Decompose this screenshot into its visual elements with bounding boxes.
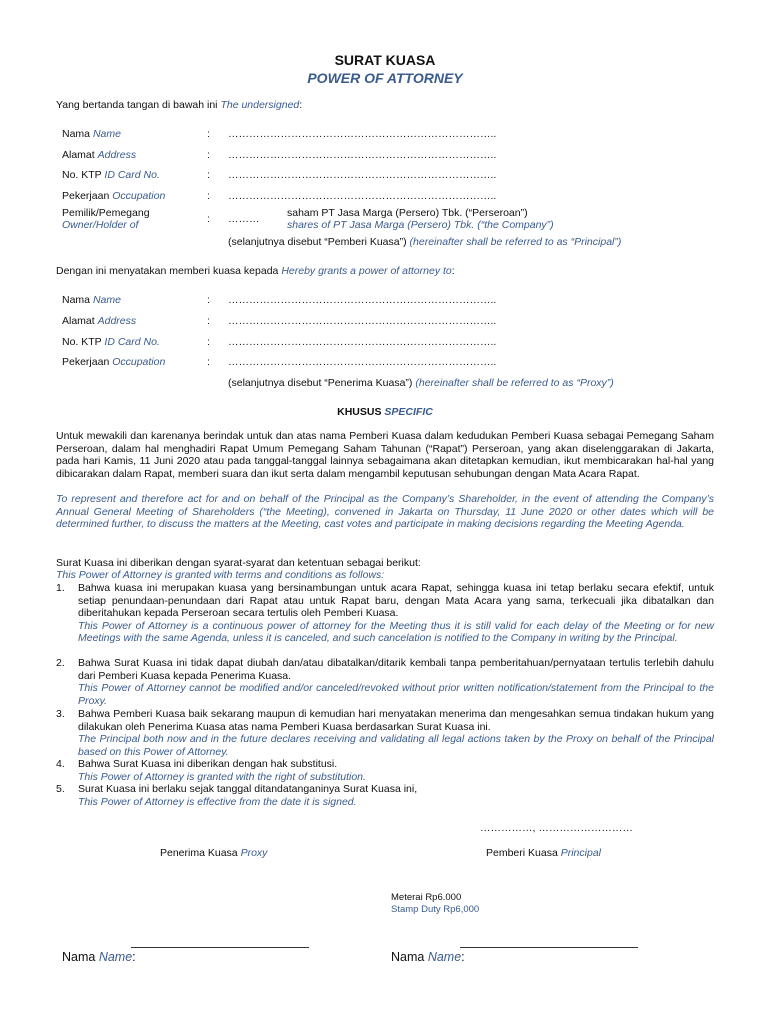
intro-line bbox=[56, 99, 302, 111]
term-number: 5. bbox=[56, 783, 65, 795]
grantor-occupation-colon: : bbox=[207, 190, 210, 202]
owner-shares-field[interactable]: ……… bbox=[228, 213, 260, 225]
term-item-2 bbox=[56, 657, 714, 707]
term-text-id: Surat Kuasa ini berlaku sejak tanggal ditandatanganinya Surat Kuasa ini, bbox=[78, 783, 418, 795]
grantor-occupation-field[interactable]: ………………………………………………………………….. bbox=[228, 190, 497, 202]
term-item-1 bbox=[56, 582, 714, 645]
terms-intro-id: Surat Kuasa ini diberikan dengan syarat-syarat dan ketentuan sebagai berikut: bbox=[56, 557, 421, 569]
proxy-occupation-label: Pekerjaan Occupation bbox=[62, 356, 166, 368]
signature-line-proxy[interactable] bbox=[131, 947, 309, 948]
signature-proxy-heading: Penerima Kuasa Proxy bbox=[160, 847, 268, 859]
term-number: 1. bbox=[56, 582, 65, 594]
owner-label: Pemilik/Pemegang bbox=[62, 207, 150, 219]
terms-intro-en: This Power of Attorney is granted with terms and conditions as follows: bbox=[56, 569, 385, 581]
proxy-address-colon: : bbox=[207, 315, 210, 327]
proxy-name-colon: : bbox=[207, 294, 210, 306]
term-number: 3. bbox=[56, 708, 65, 720]
specific-body-en: To represent and therefore act for and on behalf of the Principal as the Company’s Shareholder, in the event of attending the Company’s Annual General Meeting of Shareholders (“the Meeting), convened in Jakarta on Thursday, 11 June 2020 or other dates which will be determined further, to discuss the matters at the Meeting, cast votes and participate in making decisions regarding the Meeting Agenda. bbox=[56, 493, 714, 531]
specific-body-id: Untuk mewakili dan karenanya berindak untuk dan atas nama Pemberi Kuasa dalam kedudukan Pemberi Kuasa sebagai Pemegang Saham Perseroan, dalam hal menghadiri Rapat Umum Pemegang Saham Tahunan (“Rapat”) Perseroan, yang akan diselenggarakan di Jakarta, pada hari Kamis, 11 Juni 2020 atau pada tanggal-tanggal lainnya sebagaimana akan ditetapkan kemudian, ikut membicarakan hal-hal yang dibicarakan dalam Rapat, memberi suara dan ikut serta dalam mengambil keputusan sehubungan dengan Mata Acara Rapat. bbox=[56, 430, 714, 480]
signature-name-proxy: Nama Name: bbox=[62, 950, 136, 964]
grantor-idcard-colon: : bbox=[207, 169, 210, 181]
term-text-id: Bahwa kuasa ini merupakan kuasa yang bersinambungan untuk acara Rapat, sehingga kuasa ini tetap berlaku secara efektif, untuk setiap penundaan-penundaan dari Rapat atau untuk Rapat baru, dengan Mata Acara yang sama, terkecuali jika dibatalkan dan diberitahukan kepada Perseroan secara tertulis oleh Pemberi Kuasa. bbox=[78, 582, 714, 620]
proxy-address-field[interactable]: ………………………………………………………………….. bbox=[228, 315, 497, 327]
intro-id: Yang bertanda tangan di bawah ini bbox=[56, 99, 218, 111]
proxy-idcard-field[interactable]: ………………………………………………………………….. bbox=[228, 336, 497, 348]
term-item-4 bbox=[56, 758, 714, 783]
term-number: 4. bbox=[56, 758, 65, 770]
grantor-idcard-field[interactable]: ………………………………………………………………….. bbox=[228, 169, 497, 181]
term-text-id: Bahwa Pemberi Kuasa baik sekarang maupun di kemudian hari menyatakan menerima dan mengesahkan semua tindakan hukum yang dilakukan oleh Penerima Kuasa atas nama Pemberi Kuasa berdasarkan Surat Kuasa ini. bbox=[78, 708, 714, 733]
proxy-name-label: Nama Name bbox=[62, 294, 121, 306]
stamp-duty-label: Meterai Rp6.000 bbox=[391, 892, 462, 903]
term-text-id: Bahwa Surat Kuasa ini tidak dapat diubah dan/atau dibatalkan/ditarik kembali tanpa pemberitahuan/pernyataan tertulis terlebih dahulu dari Pemberi Kuasa kepada Penerima Kuasa. bbox=[78, 657, 714, 682]
proxy-occupation-field[interactable]: ………………………………………………………………….. bbox=[228, 356, 497, 368]
document-title-en: POWER OF ATTORNEY bbox=[307, 70, 463, 86]
owner-shares-text-en: shares of PT Jasa Marga (Persero) Tbk. (“the Company”) bbox=[287, 219, 554, 231]
document-title: SURAT KUASA bbox=[334, 52, 436, 68]
signature-principal-heading: Pemberi Kuasa Principal bbox=[486, 847, 601, 859]
grantor-address-colon: : bbox=[207, 149, 210, 161]
proxy-idcard-label: No. KTP ID Card No. bbox=[62, 336, 160, 348]
term-number: 2. bbox=[56, 657, 65, 669]
term-text-en: This Power of Attorney is a continuous power of attorney for the Meeting thus it is still valid for each delay of the Meeting or for new Meetings with the same Agenda, unless it is canceled, and such cancelation is notified to the Company in writing by the Principal. bbox=[78, 619, 714, 645]
owner-colon: : bbox=[207, 213, 210, 225]
specific-heading: KHUSUS SPECIFIC bbox=[337, 406, 433, 418]
owner-shares-text: saham PT Jasa Marga (Persero) Tbk. (“Perseroan”) bbox=[287, 207, 528, 219]
term-item-3 bbox=[56, 708, 714, 758]
proxy-idcard-colon: : bbox=[207, 336, 210, 348]
grant-line: Dengan ini menyatakan memberi kuasa kepada Hereby grants a power of attorney to: bbox=[56, 265, 455, 277]
term-text-en: This Power of Attorney is effective from the date it is signed. bbox=[78, 795, 357, 808]
term-text-en: This Power of Attorney is granted with the right of substitution. bbox=[78, 770, 366, 783]
signature-name-principal: Nama Name: bbox=[391, 950, 465, 964]
proxy-reference: (selanjutnya disebut “Penerima Kuasa”) (hereinafter shall be referred to as “Proxy”) bbox=[228, 377, 614, 389]
place-date-field[interactable]: ……………, ……………………… bbox=[480, 822, 633, 834]
grantor-name-label: Nama Name bbox=[62, 128, 121, 140]
term-text-en: This Power of Attorney cannot be modified and/or canceled/revoked without prior written notification/statement from the Principal to the Proxy. bbox=[78, 682, 714, 707]
proxy-name-field[interactable]: ………………………………………………………………….. bbox=[228, 294, 497, 306]
intro-suffix: : bbox=[299, 99, 303, 111]
term-text-id: Bahwa Surat Kuasa ini diberikan dengan hak substitusi. bbox=[78, 758, 338, 770]
grantor-reference: (selanjutnya disebut “Pemberi Kuasa”) (hereinafter shall be referred to as “Principal”) bbox=[228, 236, 622, 248]
grantor-name-colon: : bbox=[207, 128, 210, 140]
grantor-name-field[interactable]: ………………………………………………………………….. bbox=[228, 128, 497, 140]
term-text-en: The Principal both now and in the future declares receiving and validating all legal actions taken by the Proxy on behalf of the Principal based on this Power of Attorney. bbox=[78, 733, 714, 758]
proxy-address-label: Alamat Address bbox=[62, 315, 137, 327]
grantor-address-label: Alamat Address bbox=[62, 149, 137, 161]
proxy-occupation-colon: : bbox=[207, 356, 210, 368]
stamp-duty-label-en: Stamp Duty Rp6,000 bbox=[391, 904, 480, 915]
intro-en: The undersigned bbox=[220, 99, 300, 111]
term-item-5 bbox=[56, 783, 714, 808]
signature-line-principal[interactable] bbox=[460, 947, 638, 948]
grantor-idcard-label: No. KTP ID Card No. bbox=[62, 169, 160, 181]
grantor-address-field[interactable]: ………………………………………………………………….. bbox=[228, 149, 497, 161]
grantor-occupation-label: Pekerjaan Occupation bbox=[62, 190, 166, 202]
owner-label-en: Owner/Holder of bbox=[62, 219, 139, 231]
